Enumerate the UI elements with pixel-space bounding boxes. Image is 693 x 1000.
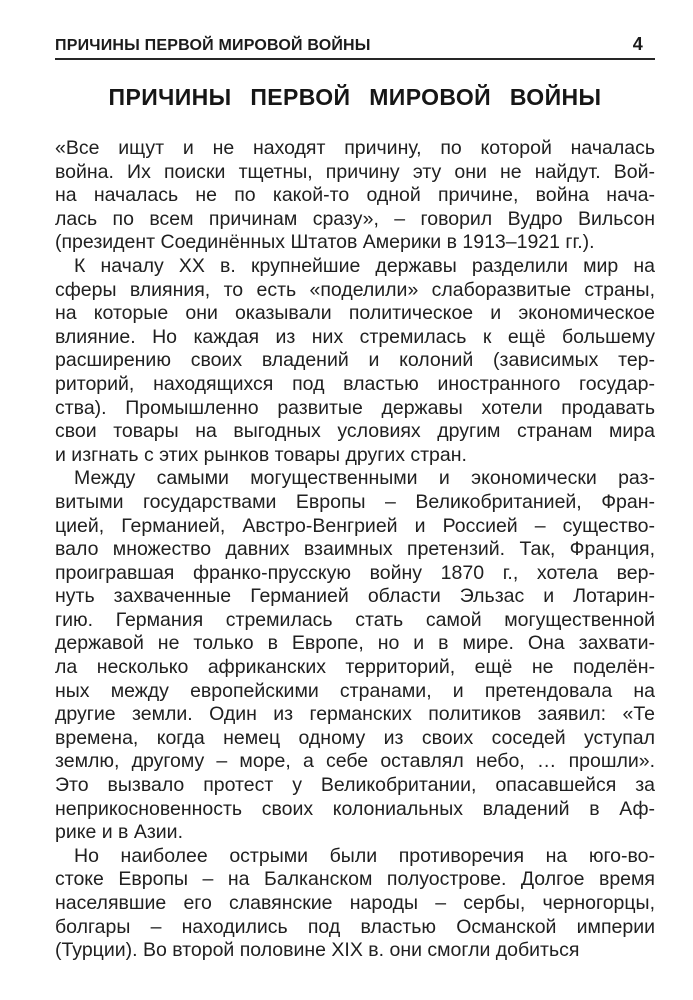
text-line: влияние. Но каждая из них стремилась к ещё большему <box>55 325 655 348</box>
article-body <box>55 137 655 963</box>
text-line: К началу XX в. крупнейшие державы разделили мир на <box>74 254 655 277</box>
chapter-title: ПРИЧИНЫ ПЕРВОЙ МИРОВОЙ ВОЙНЫ <box>108 84 602 110</box>
text-line: на которые они оказывали политическое и экономическое <box>55 302 655 325</box>
text-line: и изгнать с этих рынков товары других стран. <box>55 443 467 466</box>
page-number: 4 <box>632 34 643 54</box>
text-line: ных между европейскими странами, и претендовала на <box>55 679 655 702</box>
text-line: расширению своих владений и колоний (зависимых тер- <box>55 349 655 372</box>
text-line: населявшие его славянские народы – сербы, черногорцы, <box>55 892 655 914</box>
text-line: нуть захваченные Германией области Эльзас и Лотарин- <box>55 585 655 608</box>
text-line: вало множество давних взаимных претензий. Так, Франция, <box>55 538 655 561</box>
text-line: война. Их поиски тщетны, причину эту они не найдут. Вой- <box>55 160 655 183</box>
text-line: Но наиболее острыми были противоречия на юго-во- <box>74 844 655 867</box>
text-line: державой не только в Европе, но и в мире. Она захвати- <box>55 632 655 655</box>
paragraph <box>55 137 655 255</box>
text-line: цией, Германией, Австро-Венгрией и Россией – существо- <box>55 514 655 537</box>
text-line: свои товары на выгодных условиях другим странам мира <box>55 420 655 443</box>
text-line: ла несколько африканских территорий, ещё не поделён- <box>55 656 655 679</box>
paragraph <box>55 255 655 467</box>
text-line: другие земли. Один из германских политиков заявил: «Те <box>55 703 655 726</box>
text-line: стоке Европы – на Балканском полуострове. Долгое время <box>55 868 655 891</box>
page-content <box>55 0 655 963</box>
paragraph <box>55 467 655 845</box>
text-line: Между самыми могущественными и экономически раз- <box>74 467 655 490</box>
text-line: витыми государствами Европы – Великобританией, Фран- <box>55 490 655 513</box>
text-line: сферы влияния, то есть «поделили» слаборазвитые страны, <box>55 278 655 301</box>
text-line: «Все ищут и не находят причину, по которой началась <box>55 137 655 159</box>
text-line: ства). Промышленно развитые державы хотели продавать <box>55 396 655 419</box>
paragraph <box>55 845 655 963</box>
text-line: Это вызвало протест у Великобритании, опасавшейся за <box>55 774 655 797</box>
running-header-title: ПРИЧИНЫ ПЕРВОЙ МИРОВОЙ ВОЙНЫ <box>55 37 371 54</box>
text-line: риторий, находящихся под властью иностранного государ- <box>55 372 655 395</box>
text-line: (Турции). Во второй половине XIX в. они смогли добиться <box>55 939 580 962</box>
running-header <box>55 0 655 60</box>
text-line: времена, когда немец одному из своих соседей уступал <box>55 726 655 749</box>
text-line: болгары – находились под властью Османской империи <box>55 915 655 938</box>
text-line: неприкосновенность своих колониальных владений в Аф- <box>55 797 655 820</box>
text-line: рике и в Азии. <box>55 821 183 844</box>
text-line: лась по всем причинам сразу», – говорил Вудро Вильсон <box>55 207 655 230</box>
text-line: на началась не по какой-то одной причине, война нача- <box>55 184 655 207</box>
text-line: проигравшая франко-прусскую войну 1870 г., хотела вер- <box>55 561 655 584</box>
text-line: гию. Германия стремилась стать самой могущественной <box>55 608 655 631</box>
text-line: (президент Соединённых Штатов Америки в 1913–1921 гг.). <box>55 231 595 254</box>
text-line: землю, другому – море, а себе оставлял небо, … прошли». <box>55 750 655 773</box>
